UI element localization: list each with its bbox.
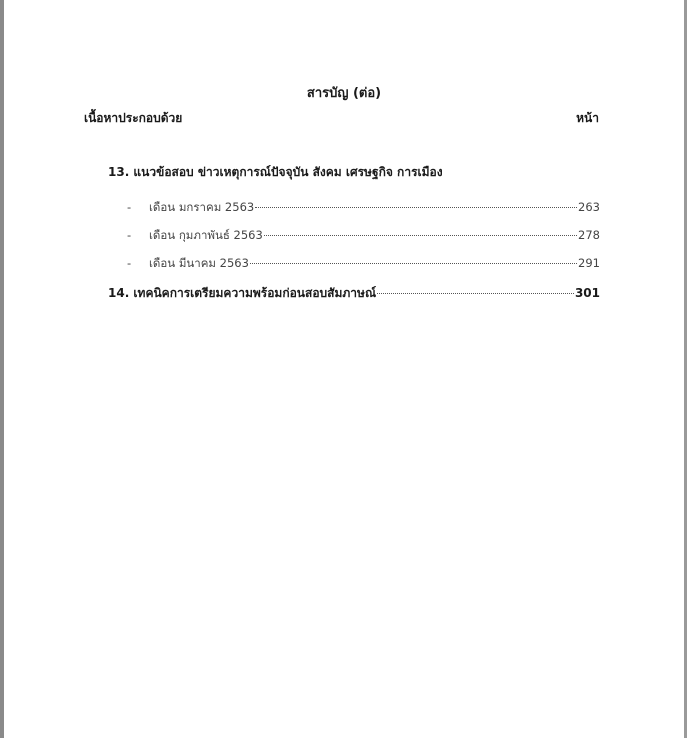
- toc-entry-page: 291: [578, 256, 600, 270]
- toc-entry-page: 278: [578, 228, 600, 242]
- toc-entry-page: 301: [574, 286, 600, 300]
- toc-entry-label: เดือน มกราคม 2563: [149, 200, 255, 214]
- toc-title: สารบัญ (ต่อ): [306, 86, 382, 101]
- page-column-header: หน้า: [576, 111, 599, 125]
- toc-entry-label: 14. เทคนิคการเตรียมความพร้อมก่อนสอบสัมภาษณ์: [108, 286, 377, 300]
- toc-entry-march[interactable]: [127, 255, 600, 273]
- dot-leader: [250, 263, 577, 264]
- section-13-heading: 13. แนวข้อสอบ ข่าวเหตุการณ์ปัจจุบัน สังคม เศรษฐกิจ การเมือง: [108, 165, 443, 179]
- toc-entry-label: เดือน กุมภาพันธ์ 2563: [149, 228, 263, 242]
- toc-entry-section-14[interactable]: [108, 284, 600, 303]
- dot-leader: [264, 235, 577, 236]
- toc-entry-february[interactable]: [127, 227, 600, 245]
- bullet: -: [127, 200, 132, 214]
- document-page: [4, 0, 684, 738]
- toc-entry-january[interactable]: [127, 199, 600, 217]
- bullet: -: [127, 228, 132, 242]
- toc-entry-label: เดือน มีนาคม 2563: [149, 256, 249, 270]
- dot-leader: [255, 207, 577, 208]
- dot-leader: [377, 293, 574, 294]
- toc-entry-page: 263: [578, 200, 600, 214]
- bullet: -: [127, 256, 132, 270]
- content-column-header: เนื้อหาประกอบด้วย: [84, 111, 183, 125]
